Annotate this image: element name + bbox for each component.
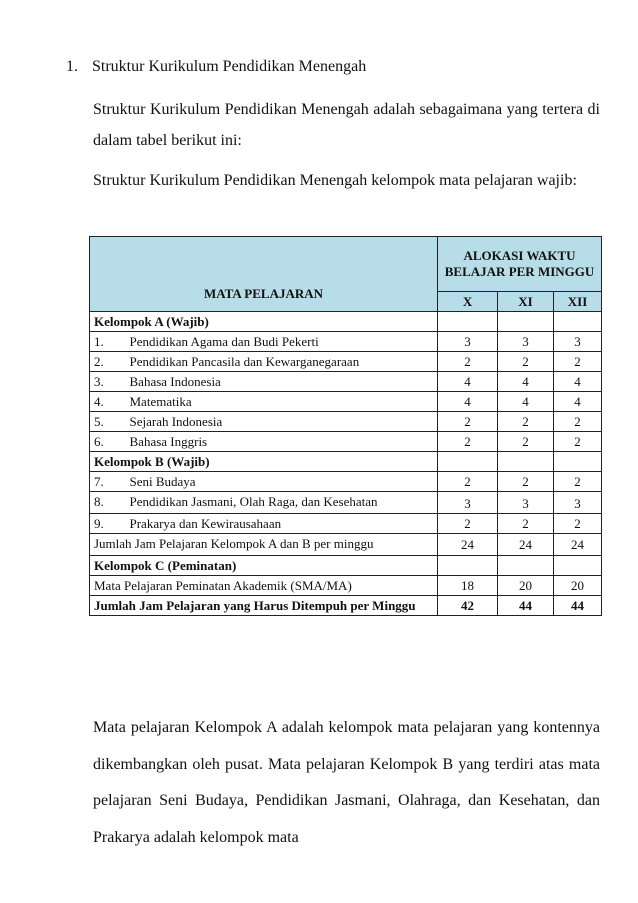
curriculum-table: [89, 236, 602, 616]
hours-xi: 4: [498, 372, 554, 392]
hours-xi: 4: [498, 392, 554, 412]
hours-xii: 4: [554, 372, 602, 392]
hours-xi: 2: [498, 472, 554, 492]
header-grade-x: X: [438, 292, 498, 312]
table-row: [90, 372, 602, 392]
hours-xi: 2: [498, 352, 554, 372]
hours-x: 2: [438, 352, 498, 372]
subject-name: Prakarya dan Kewirausahaan: [126, 514, 438, 534]
hours-xii: 2: [554, 514, 602, 534]
total-row: [90, 596, 602, 616]
explanation-paragraph: Mata pelajaran Kelompok A adalah kelompok mata pelajaran yang kontennya dikembangkan oleh pusat. Mata pelajaran Kelompok B yang terdiri atas mata pelajaran Seni Budaya, Pendidikan Jasmani, Olahraga, dan Kesehatan, dan Prakarya adalah kelompok mata: [93, 719, 600, 846]
subject-name: Bahasa Inggris: [126, 432, 438, 452]
subject-name: Pendidikan Jasmani, Olah Raga, dan Kesehatan: [126, 492, 438, 514]
group-c-row: [90, 556, 602, 576]
hours-xi: 2: [498, 514, 554, 534]
header-subject: MATA PELAJARAN: [90, 237, 438, 312]
hours-xii: 3: [554, 332, 602, 352]
hours-xii: 2: [554, 432, 602, 452]
subject-name: Pendidikan Agama dan Budi Pekerti: [126, 332, 438, 352]
hours-xii: 2: [554, 472, 602, 492]
section-heading: [66, 58, 366, 76]
sum-ab-x: 24: [438, 534, 498, 556]
row-number: 6.: [90, 432, 126, 452]
subject-name: Pendidikan Pancasila dan Kewarganegaraan: [126, 352, 438, 372]
row-number: 5.: [90, 412, 126, 432]
hours-x: 18: [438, 576, 498, 596]
table-row: [90, 392, 602, 412]
subject-name: Matematika: [126, 392, 438, 412]
header-allocation: ALOKASI WAKTU BELAJAR PER MINGGU: [438, 237, 602, 292]
hours-x: 2: [438, 472, 498, 492]
total-label: Jumlah Jam Pelajaran yang Harus Ditempuh per Minggu: [90, 596, 438, 616]
header-grade-xi: XI: [498, 292, 554, 312]
hours-xii: 3: [554, 492, 602, 514]
sum-ab-xii: 24: [554, 534, 602, 556]
row-number: 8.: [90, 492, 126, 514]
header-grade-xii: XII: [554, 292, 602, 312]
sum-ab-label: Jumlah Jam Pelajaran Kelompok A dan B per minggu: [90, 534, 438, 556]
sum-ab-xi: 24: [498, 534, 554, 556]
hours-x: 4: [438, 392, 498, 412]
hours-xi: 3: [498, 492, 554, 514]
hours-x: 3: [438, 332, 498, 352]
section-number: 1.: [66, 58, 78, 75]
hours-xi: 2: [498, 432, 554, 452]
hours-xi: 2: [498, 412, 554, 432]
group-a-row: [90, 312, 602, 332]
table-row: [90, 432, 602, 452]
row-number: 2.: [90, 352, 126, 372]
row-number: 9.: [90, 514, 126, 534]
table-row: [90, 472, 602, 492]
table-row: [90, 332, 602, 352]
hours-xii: 20: [554, 576, 602, 596]
group-b-label: Kelompok B (Wajib): [90, 452, 438, 472]
table-row: [90, 352, 602, 372]
row-number: 7.: [90, 472, 126, 492]
subject-name: Bahasa Indonesia: [126, 372, 438, 392]
table-intro-paragraph: Struktur Kurikulum Pendidikan Menengah kelompok mata pelajaran wajib:: [93, 172, 577, 189]
group-a-label: Kelompok A (Wajib): [90, 312, 438, 332]
total-xi: 44: [498, 596, 554, 616]
intro-paragraph: Struktur Kurikulum Pendidikan Menengah adalah sebagaimana yang tertera di dalam tabel berikut ini:: [93, 101, 600, 149]
row-number: 1.: [90, 332, 126, 352]
hours-xii: 2: [554, 352, 602, 372]
group-b-row: [90, 452, 602, 472]
sum-ab-row: [90, 534, 602, 556]
table-row: [90, 412, 602, 432]
total-x: 42: [438, 596, 498, 616]
group-c-label: Kelompok C (Peminatan): [90, 556, 438, 576]
hours-x: 2: [438, 412, 498, 432]
hours-x: 4: [438, 372, 498, 392]
hours-xi: 3: [498, 332, 554, 352]
subject-name: Seni Budaya: [126, 472, 438, 492]
total-xii: 44: [554, 596, 602, 616]
table-row: [90, 576, 602, 596]
section-title: Struktur Kurikulum Pendidikan Menengah: [92, 58, 367, 75]
hours-xi: 20: [498, 576, 554, 596]
hours-xii: 2: [554, 412, 602, 432]
subject-name: Sejarah Indonesia: [126, 412, 438, 432]
table-row: [90, 492, 602, 514]
table-row: [90, 514, 602, 534]
row-number: 4.: [90, 392, 126, 412]
hours-xii: 4: [554, 392, 602, 412]
peminatan-label: Mata Pelajaran Peminatan Akademik (SMA/MA): [90, 576, 438, 596]
hours-x: 2: [438, 432, 498, 452]
hours-x: 2: [438, 514, 498, 534]
hours-x: 3: [438, 492, 498, 514]
row-number: 3.: [90, 372, 126, 392]
